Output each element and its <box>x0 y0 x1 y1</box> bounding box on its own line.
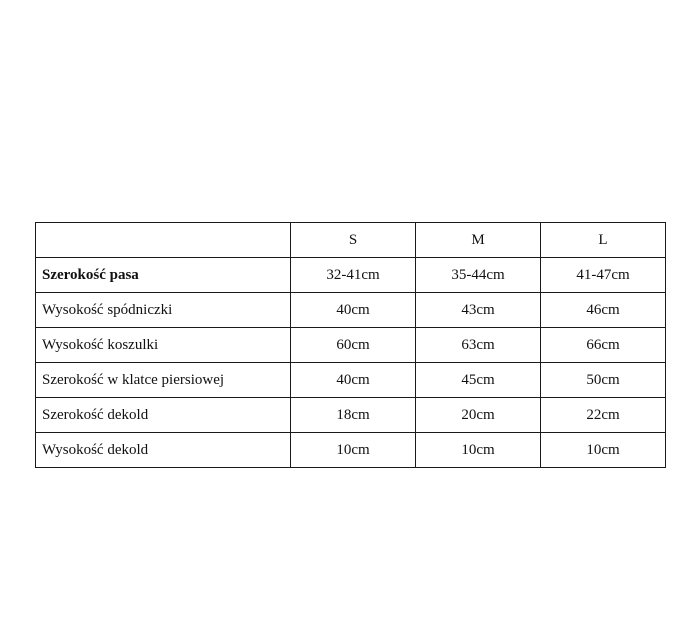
row-value-s: 32-41cm <box>291 258 416 293</box>
row-label: Wysokość koszulki <box>36 328 291 363</box>
header-cell-l: L <box>541 223 666 258</box>
row-value-s: 40cm <box>291 293 416 328</box>
table-row <box>36 293 666 328</box>
row-value-m: 35-44cm <box>416 258 541 293</box>
header-cell-m: M <box>416 223 541 258</box>
header-cell-blank <box>36 223 291 258</box>
row-value-s: 60cm <box>291 328 416 363</box>
row-label: Szerokość w klatce piersiowej <box>36 363 291 398</box>
table-header-row <box>36 223 666 258</box>
row-value-l: 46cm <box>541 293 666 328</box>
table-row <box>36 363 666 398</box>
row-value-m: 63cm <box>416 328 541 363</box>
row-value-s: 18cm <box>291 398 416 433</box>
row-value-m: 10cm <box>416 433 541 468</box>
row-label: Wysokość spódniczki <box>36 293 291 328</box>
table-header <box>36 223 666 258</box>
table-row <box>36 258 666 293</box>
row-label: Szerokość pasa <box>36 258 291 293</box>
row-value-l: 41-47cm <box>541 258 666 293</box>
row-value-l: 10cm <box>541 433 666 468</box>
row-value-m: 43cm <box>416 293 541 328</box>
row-value-l: 22cm <box>541 398 666 433</box>
row-label: Wysokość dekold <box>36 433 291 468</box>
row-value-m: 45cm <box>416 363 541 398</box>
size-chart-table <box>35 222 666 468</box>
row-value-m: 20cm <box>416 398 541 433</box>
size-chart-container <box>35 222 665 468</box>
row-label: Szerokość dekold <box>36 398 291 433</box>
row-value-l: 66cm <box>541 328 666 363</box>
table-row <box>36 398 666 433</box>
table-row <box>36 328 666 363</box>
header-cell-s: S <box>291 223 416 258</box>
row-value-s: 40cm <box>291 363 416 398</box>
row-value-l: 50cm <box>541 363 666 398</box>
table-body <box>36 258 666 468</box>
row-value-s: 10cm <box>291 433 416 468</box>
table-row <box>36 433 666 468</box>
